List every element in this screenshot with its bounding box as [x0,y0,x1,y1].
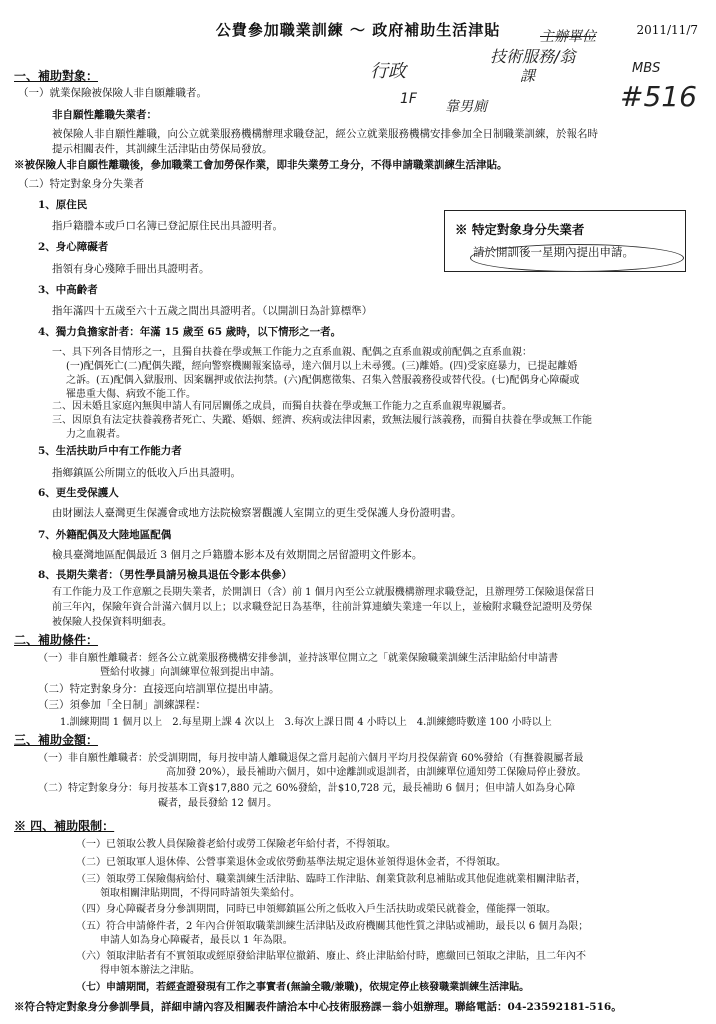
s1-sub-4-b: 二、因未婚且家庭內無與申請人有同居關係之成員，而獨自扶養在學或無工作能力之直系血親卑親屬者。 [52,401,512,412]
s1-sub-7-body: 檢具臺灣地區配偶最近 3 個月之戶籍謄本影本及有效期間之居留證明文件影本。 [52,549,423,561]
callout-title: ※ 特定對象身分失業者 [455,222,585,237]
s1-item-1-subtitle: 非自願性離職失業者： [52,109,157,121]
handwritten-mbs: MBS [632,61,661,76]
footer-contact: ※符合特定對象身分參訓學員，詳細申請內容及相關表件請洽本中心技術服務課－翁小姐辦理。聯絡電話：04-23592181-516。 [14,1001,622,1013]
s4-limit-3b: 領取相關津貼期間，不得同時請領失業給付。 [100,888,300,899]
s1-sub-3-title: 3、中高齡者 [38,284,98,296]
s1-sub-8-body-2: 前三年內，保險年資合計滿六個月以上；以求職登記日為基準，往前計算連續失業達一年以上，並檢附求職登記證明及勞保 [52,602,592,613]
s1-note: ※被保險人非自願性離職後，參加職業工會加勞保作業，即非失業勞工身分，不得申請職業訓練生活津貼。 [14,159,508,171]
s4-limit-1: （一）已領取公教人員保險養老給付或勞工保險老年給付者，不得領取。 [76,839,396,850]
s1-sub-4-c2: 力之血親者。 [66,429,126,440]
s1-sub-5-body: 指鄉鎮區公所開立的低收入戶出具證明。 [52,467,241,479]
s2-condition-1b: 暨給付收據」向訓練單位報到提出申請。 [100,667,280,678]
handwritten-circle [470,244,684,272]
s4-limit-6b: 得申領本辦法之津貼。 [100,965,200,976]
s1-sub-2-title: 2、身心障礙者 [38,241,109,253]
section-4-heading: ※ 四、補助限制： [14,819,115,833]
handwritten-location: 靠男廁 [445,99,487,115]
callout-note: 請於開訓後一星期內提出申請。 [473,245,634,259]
s1-item-2-title: （二）特定對象身分失業者 [18,178,144,190]
s1-sub-6-body: 由財團法人臺灣更生保護會或地方法院檢察署觀護人室開立的更生受保護人身份證明書。 [52,507,462,519]
s1-sub-5-title: 5、生活扶助戶中有工作能力者 [38,445,182,457]
section-3-heading: 三、補助金額： [14,733,99,747]
s1-sub-2-body: 指領有身心殘障手冊出具證明者。 [52,263,210,275]
document-date: 2011/11/7 [636,23,698,37]
s2-condition-2: （二）特定對象身分：直接逕向培訓單位提出申請。 [38,683,280,695]
s1-sub-4-a4: 罹患重大傷、病致不能工作。 [66,389,196,400]
s3-amount-2a: （二）特定對象身分：每月按基本工資$17,880 元之 60%發給，計$10,728 元，最長補助 6 個月；但申請人如為身心障 [38,783,576,794]
s3-amount-1a: （一）非自願性離職者：於受訓期間，每月按申請人離職退保之當月起前六個月平均月投保薪資 60%發給（有撫養親屬者最 [38,753,584,764]
s1-sub-4-a3: 之訴。(五)配偶入獄服刑、因案羈押或依法拘禁。(六)配偶應徵集、召集入營服義務役或替代役。(七)配偶身心障礙或 [66,375,580,386]
s4-limit-7: （七）申請期間，若經查證發現有工作之事實者(無論全職/兼職)，依規定停止核發職業訓練生活津貼。 [76,982,530,993]
handwritten-dept: 技術服務/翁 [490,47,576,66]
s1-sub-1-body: 指戶籍謄本或戶口名簿已登記原住民出具證明者。 [52,220,283,232]
handwritten-extension: #516 [620,80,697,113]
s1-sub-4-c1: 三、因原負有法定扶養義務者死亡、失蹤、婚姻、經濟、疾病或法律因素，致無法履行該義務，而獨自扶養在學或無工作能 [52,415,592,426]
s2-condition-3: （三）須參加「全日制」訓練課程： [38,699,206,711]
handwritten-floor: 1F [400,91,417,107]
s4-limit-5a: （五）符合申請條件者，2 年內合併領取職業訓練生活津貼及政府機關其他性質之津貼或補助，最長以 6 個月為限； [76,921,589,932]
s4-limit-2: （二）已領取軍人退休俸、公營事業退休金或依勞動基準法規定退休並領得退休金者，不得領取。 [76,857,506,868]
s1-sub-4-a2: (一)配偶死亡(二)配偶失蹤，經向警察機關報案協尋，達六個月以上未尋獲。(三)離婚。(四)受家庭暴力，已提起離婚 [66,361,578,372]
s1-sub-4-title: 4、獨力負擔家計者：年滿 15 歲至 65 歲時，以下情形之一者。 [38,326,342,338]
section-2-heading: 二、補助條件： [14,633,99,647]
handwritten-admin: 行政 [370,61,406,82]
s1-sub-7-title: 7、外籍配偶及大陸地區配偶 [38,529,172,541]
section-1-heading: 一、補助對象： [14,69,99,83]
s2-condition-1a: （一）非自願性離職者：經各公立就業服務機構安排參訓，並持該單位開立之「就業保險職業訓練生活津貼給付申請書 [38,653,558,664]
s1-item-1-title: （一）就業保險被保險人非自願離職者。 [18,87,207,99]
s1-sub-6-title: 6、更生受保護人 [38,487,119,499]
s2-condition-3-items: 1.訓練期間 1 個月以上 2.每星期上課 4 次以上 3.每次上課日間 4 小時以上 4.訓練總時數達 100 小時以上 [60,717,552,728]
s1-sub-1-title: 1、原住民 [38,199,88,211]
s1-sub-8-body-3: 被保險人投保資料明細表。 [52,617,172,628]
s1-sub-8-title: 8、長期失業者：（男性學員請另檢具退伍令影本供參） [38,569,293,581]
s4-limit-3a: （三）領取勞工保險傷病給付、職業訓練生活津貼、臨時工作津貼、創業貸款利息補貼或其他促進就業相關津貼者， [76,874,586,885]
s3-amount-1b: 高加發 20%），最長補助六個月，如中途離訓或退訓者，由訓練單位通知勞工保險局停止發放。 [166,767,587,778]
s3-amount-2b: 礙者，最長發給 12 個月。 [158,798,278,809]
s4-limit-6a: （六）領取津貼者有不實領取或經原發給津貼單位撤銷、廢止、終止津貼給付時，應繳回已領取之津貼，且二年內不 [76,951,586,962]
s1-item-1-body-2: 提示相關表件，其訓練生活津貼由勞保局發放。 [52,143,273,155]
s4-limit-5b: 申請人如為身心障礙者，最長以 1 年為限。 [100,935,293,946]
handwritten-section: 課 [520,67,536,85]
document-title: 公費參加職業訓練 ～ 政府補助生活津貼 [215,21,501,39]
s1-sub-3-body: 指年滿四十五歲至六十五歲之間出具證明者。（以開訓日為計算標準） [52,305,373,317]
s1-sub-4-a1: 一、具下列各目情形之一，且獨自扶養在學或無工作能力之直系血親、配偶之直系血親或前配偶之直系血親： [52,347,532,358]
s1-item-1-body-1: 被保險人非自願性離職，向公立就業服務機構辦理求職登記，經公立就業服務機構安排參加全日制職業訓練，於報名時 [52,128,598,140]
s1-sub-8-body-1: 有工作能力及工作意願之長期失業者，於開訓日（含）前 1 個月內至公立就服機構辦理求職登記，且辦理勞工保險退保當日 [52,587,595,598]
s4-limit-4: （四）身心障礙者身分參訓期間，同時已申領鄉鎮區公所之低收入戶生活扶助或榮民就養金，僅能擇一領取。 [76,904,556,915]
handwritten-crossed: 主辦單位 [540,29,596,45]
